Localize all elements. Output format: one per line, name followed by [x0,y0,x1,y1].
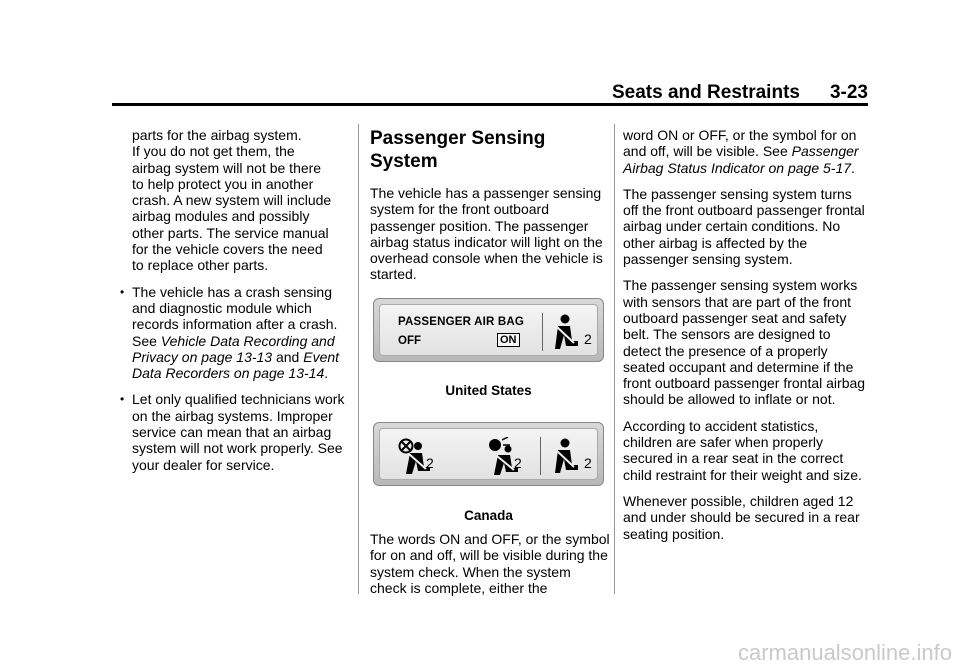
header-rule [112,103,868,106]
link-event-data-recorders[interactable]: Event Data Recorders on page 13-14 [132,348,340,382]
column-3 [623,127,868,552]
paragraph: The passenger sensing system works with sensors that are part of the front outboard passenger seat and safety belt. The sensors are designed to detect the presence of a properly seated occupant and determine if the front outboard passenger frontal airbag should be allowed to inflate or not. [623,277,866,408]
link-vehicle-data-recording[interactable]: Vehicle Data Recording and Privacy on page 13-13 [132,332,335,365]
intro-line: other parts. The service manual [132,224,329,241]
intro-line: for the vehicle covers the need [132,241,323,258]
column-2 [370,127,610,293]
column-divider-2 [614,124,615,594]
paragraph: The vehicle has a passenger sensing system for the front outboard passenger position. The passenger airbag status indicator will light on the overhead console when the vehicle is started. [370,185,603,283]
bullet-item-crash-module: • The vehicle has a crash sensing and diagnostic module which records information after a crash. See Vehicle Data Recording and Privacy on page 13-13 and Event Data Recorders on page 13-14. [120,284,345,382]
intro-line: airbag system will not be there [132,159,322,176]
paragraph: According to accident statistics, children are safer when properly secured in a rear seat in the correct child restraint for their weight and size. [623,417,862,483]
canada-airbag-status-panel [373,422,604,486]
paragraph: The passenger sensing system turns off the front outboard passenger frontal airbag under certain conditions. No other airbag is affected by the passenger sensing system. [623,185,865,268]
caption-united-states: United States [445,383,532,398]
section-heading: Passenger Sensing System [370,128,546,172]
intro-line: parts for the airbag system. [132,127,302,143]
intro-line: If you do not get them, the [132,143,295,160]
link-passenger-airbag-status-indicator[interactable]: Passenger Airbag Status Indicator on page 5-17 [623,143,859,176]
intro-line: to replace other parts. [132,257,269,274]
running-header [612,82,868,104]
page-number: 3-23 [829,82,868,103]
paragraph: Whenever possible, children aged 12 and under should be secured in a rear seating position. [623,492,860,542]
passenger-seatbelt-icon [552,313,582,351]
column-divider-1 [358,124,359,594]
panel-separator [540,437,541,475]
bullet-item-qualified-technicians: • Let only qualified technicians work on the airbag systems. Improper service can mean that an airbag system will not work properly. See your dealer for service. [120,391,345,472]
column-1 [120,127,345,483]
seat-number: 2 [426,455,434,471]
watermark: carmanualsonline.info [737,640,952,665]
us-airbag-status-panel [373,298,604,362]
passenger-seatbelt-icon [552,437,582,475]
panel-separator [542,313,543,351]
intro-paragraph [120,127,345,274]
intro-line: crash. A new system will include [132,192,332,209]
passenger-air-bag-label: PASSENGER AIR BAG [398,316,525,328]
seat-number: 2 [514,455,522,471]
section-title: Seats and Restraints [612,82,800,103]
seat-number: 2 [584,331,592,347]
on-indicator: ON [497,333,520,347]
paragraph: word ON or OFF, or the symbol for on and off, will be visible. See Passenger Airbag Status Indicator on page 5-17. [623,127,859,176]
intro-line: to help protect you in another [132,175,314,192]
off-indicator: OFF [398,335,421,347]
seat-number: 2 [584,455,592,471]
intro-line: airbag modules and possibly [132,208,310,225]
caption-canada: Canada [464,508,513,523]
paragraph: The words ON and OFF, or the symbol for on and off, will be visible during the system check. When the system check is complete, either the [370,531,610,596]
